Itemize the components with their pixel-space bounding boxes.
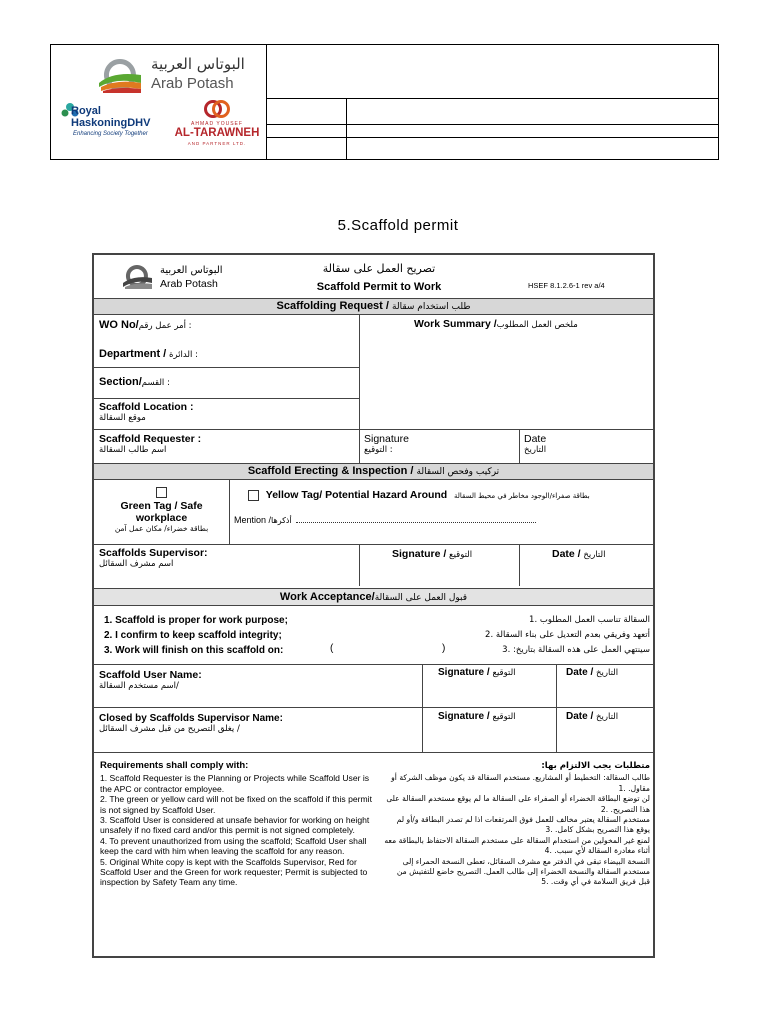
al-tarawneh-line3: AND PARTNER LTD. — [187, 141, 247, 146]
mention-dotted-line — [296, 522, 536, 523]
requester-date-label: Date التاريخ — [524, 433, 547, 455]
scaffolds-supervisor-label: Scaffolds Supervisor: اسم مشرف السقائل — [99, 547, 208, 569]
acceptance-list-arabic — [424, 613, 650, 658]
header-row-4-key — [267, 138, 347, 159]
header-row-3-key — [267, 125, 347, 137]
requirement-item-ar: النسخة البيضاء تبقى في الدفتر مع مشرف السقائل، تعطى النسخة الحمراء إلى مستخدم السقالة والنسخة الخضراء إلى طالب العمل. التصريح خاضع للتفتيش من قبل فريق السلامة في أي وقت. .5 — [396, 856, 650, 887]
acceptance-item: 3. Work will finish on this scaffold on: — [104, 645, 284, 656]
requirement-item: 1. Scaffold Requester is the Planning or Projects while Scaffold User is the APC or contractor employee. — [100, 773, 370, 794]
royal-haskoning-name: Royal HaskoningDHV — [71, 105, 151, 129]
header-title-cell — [267, 45, 718, 99]
requirement-item: 2. The green or yellow card will not be fixed on the scaffold if this permit is not signed by Scaffold User. — [100, 794, 372, 815]
date-paren-open: ( — [330, 643, 334, 654]
yellow-tag-option[interactable]: Yellow Tag/ Potential Hazard Around بطاقة صفراء/الوجود مخاطر في محيط السقالة — [248, 489, 590, 501]
acceptance-item-ar: السقالة تناسب العمل المطلوب .1 — [529, 615, 650, 625]
permit-title-arabic: تصريح العمل على سقالة — [322, 262, 436, 275]
al-tarawneh-logo — [169, 99, 265, 151]
acceptance-item-ar: أتعهد وفريقي بعدم التعديل على بناء السقالة .2 — [485, 630, 650, 640]
acceptance-item: 2. I confirm to keep scaffold integrity; — [104, 630, 282, 641]
header-row-2-key — [267, 99, 347, 124]
green-tag-option[interactable]: Green Tag / Safe workplace بطاقة خضراء/ مكان عمل آمن — [94, 487, 229, 533]
work-summary-label: Work Summary /ملخص العمل المطلوب — [414, 318, 578, 330]
al-tarawneh-line1: AHMAD YOUSEF — [191, 121, 243, 127]
requirement-item-ar: لمنع غير المخولين من استخدام السقالة على مستخدم السقالة الاحتفاظ بالبطاقة معه أثناء مغادرة السقالة لأي سبب. .4 — [384, 835, 650, 856]
requirement-item-ar: مستخدم السقالة يعتبر مخالف للعمل فوق المرتفعات اذا لم تصدر البطاقة و/أو لم يوقع هذا التصريح بشكل كامل. .3 — [396, 815, 650, 835]
supervisor-signature-label: Signature / التوقيع — [392, 548, 473, 560]
wo-number-label: WO No/أمر عمل رقم : — [99, 319, 192, 331]
al-tarawneh-line2: AL-TARAWNEH — [174, 127, 260, 139]
scaffold-location-label: Scaffold Location : موقع السقالة — [99, 401, 194, 423]
header-row-4 — [267, 138, 718, 159]
permit-logo-icon — [120, 263, 154, 291]
logo-cell — [51, 45, 267, 159]
requester-signature-label: Signature التوقيع : — [364, 433, 409, 455]
permit-title-english: Scaffold Permit to Work — [316, 281, 442, 293]
arab-potash-gear-icon — [93, 53, 147, 95]
requirement-item-ar: طالب السقالة: التخطيط أو المشاريع. مستخدم السقالة قد يكون موظف الشركة أو مقاول. .1 — [391, 773, 650, 793]
scaffold-erecting-band: Scaffold Erecting & Inspection / تركيب وفحص السقالة — [94, 463, 653, 480]
green-tag-checkbox[interactable] — [156, 487, 167, 498]
supervisor-date-label: Date / التاريخ — [552, 548, 606, 560]
permit-document-code: HSEF 8.1.2.6-1 rev a/4 — [528, 281, 605, 290]
section-title: 5.Scaffold permit — [337, 217, 459, 234]
user-signature-label: Signature / التوقيع — [438, 667, 516, 678]
document-header-table — [50, 44, 719, 160]
acceptance-item-ar: سينتهي العمل على هذه السقالة بتاريخ: .3 — [502, 645, 650, 655]
requirement-item-ar: لن توضع البطاقة الخضراء أو الصفراء على السقالة ما لم يوقع مستخدم السقالة على هذا التصريح. .2 — [386, 794, 650, 814]
scaffold-permit-form — [92, 253, 655, 958]
permit-company-arabic: البوتاس العربية — [160, 265, 223, 276]
requirements-arabic: متطلبات يجب الالتزام بها: طالب السقالة: التخطيط أو المشاريع. مستخدم السقالة قد يكون موظف الشركة أو مقاول. .1 لن توضع البطاقة الخضراء أو الصفراء على السقالة ما لم يوقع مستخدم السقالة على هذا التصريح. .2 مستخدم السقالة يعتبر مخالف للعمل فوق المرتفعات اذا لم تصدر البطاقة و/أو لم يوقع هذا التصريح بشكل كامل. .3 لمنع غير المخولين من استخدام السقالة على مستخدم السقالة الاحتفاظ بالبطاقة معه أثناء مغادرة السقالة لأي سبب. .4 النسخة البيضاء تبقى في الدفتر مع مشرف السقائل، تعطى النسخة الحمراء إلى مستخدم السقالة والنسخة الخضراء إلى طالب العمل. التصريح خاضع للتفتيش من قبل فريق السلامة في أي وقت. .5 — [384, 761, 650, 887]
requirement-item: 3. Scaffold User is considered at unsafe behavior for working on height unsafely if no fixed card and/or this permit is not signed completely. — [100, 815, 370, 836]
header-row-2 — [267, 99, 718, 125]
section-label: Section/القسم : — [99, 376, 170, 388]
arab-potash-english-name: Arab Potash — [151, 75, 234, 92]
yellow-tag-checkbox[interactable] — [248, 490, 259, 501]
scaffolding-request-band: Scaffolding Request / طلب استخدام سقالة — [94, 298, 653, 315]
department-label: Department / الدائرة : — [99, 348, 198, 360]
requirements-english: Requirements shall comply with: 1. Scaffold Requester is the Planning or Projects while Scaffold User is the APC or contractor employee. 2. The green or yellow card will not be fixed on the scaffold if this permit is not signed by Scaffold User. 3. Scaffold User is considered at unsafe behavior for working on height unsafely if no fixed card and/or this permit is not signed completely. 4. To prevent unauthorized from using the scaffold; Scaffold User shall keep the card with him when leaving the scaffold for any reason. 5. Original White copy is kept with the Scaffolds Supervisor, Red for Scaffold User and the Green for work requester; Permit is subjected to inspection by Safety Team any time. — [100, 761, 374, 888]
arab-potash-logo — [93, 53, 263, 97]
royal-haskoning-logo — [61, 101, 161, 151]
requirement-item: 5. Original White copy is kept with the Scaffolds Supervisor, Red for Scaffold User and the Green for work requester; Permit is subjected to inspection by Safety Team any time. — [100, 856, 368, 888]
requirement-item: 4. To prevent unauthorized from using the scaffold; Scaffold User shall keep the card with him when leaving the scaffold for any reason. — [100, 835, 367, 857]
closed-date-label: Date / التاريخ — [566, 711, 619, 722]
closed-by-supervisor-label: Closed by Scaffolds Supervisor Name: يغلق التصريح من قبل مشرف السقائل / — [99, 713, 283, 734]
scaffold-user-name-label: Scaffold User Name: اسم مستخدم السقالة/ — [99, 669, 202, 691]
header-row-3 — [267, 125, 718, 138]
arab-potash-arabic-name: البوتاس العربية — [151, 55, 245, 73]
scaffold-requester-label: Scaffold Requester : اسم طالب السقالة — [99, 433, 202, 455]
acceptance-list-english — [104, 613, 404, 658]
mention-field[interactable]: Mention /أذكرها — [234, 515, 536, 526]
al-tarawneh-emblem-icon — [203, 99, 231, 119]
date-paren-close: ) — [442, 643, 446, 654]
work-acceptance-band: Work Acceptance/قبول العمل على السقالة — [94, 588, 653, 606]
acceptance-item: 1. Scaffold is proper for work purpose; — [104, 615, 288, 626]
closed-signature-label: Signature / التوقيع — [438, 711, 516, 722]
user-date-label: Date / التاريخ — [566, 667, 619, 678]
permit-company-english: Arab Potash — [160, 278, 218, 290]
royal-haskoning-tagline: Enhancing Society Together — [73, 131, 148, 137]
